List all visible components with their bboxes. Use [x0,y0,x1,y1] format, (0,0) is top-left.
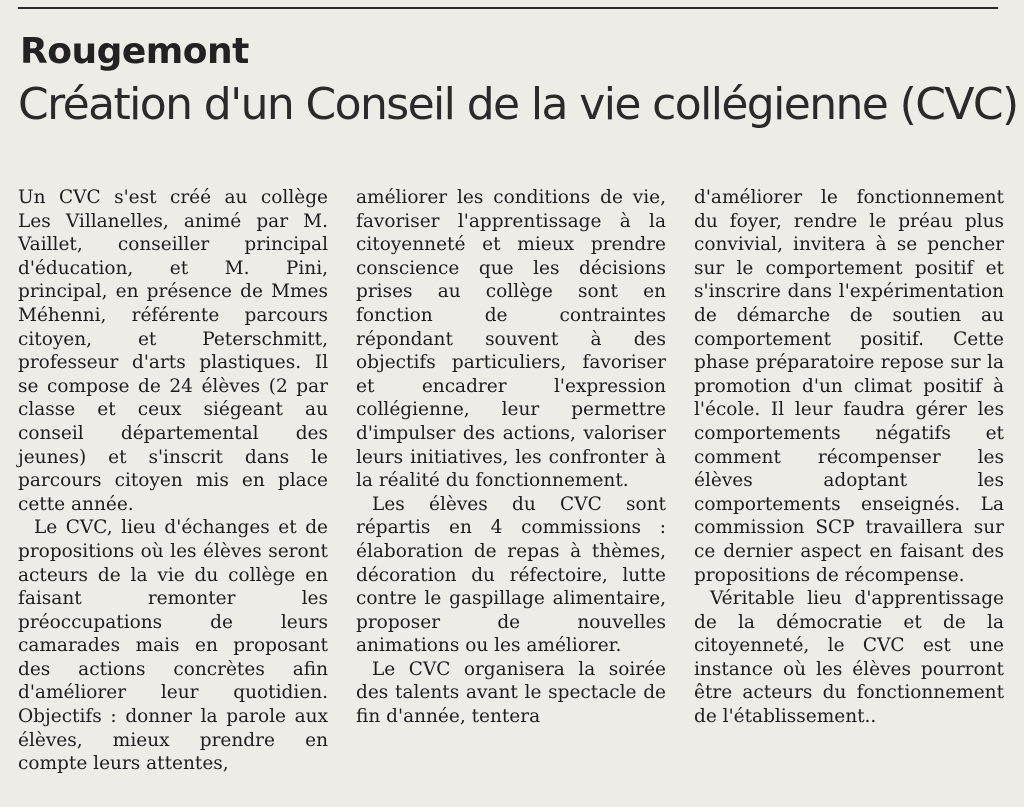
paragraph: Un CVC s'est créé au collège Les Villanelles, animé par M. Vaillet, conseiller principal d'éducation, et M. Pini, principal, en présence de Mmes Méhenni, référente parcours citoyen, et Peterschmitt, professeur d'arts plastiques. Il se compose de 24 élèves (2 par classe et ceux siégeant au conseil départemental des jeunes) et s'inscrit dans le parcours citoyen mis en place cette année. [18,187,328,515]
paragraph: améliorer les conditions de vie, favoriser l'apprentissage à la citoyenneté et mieux prendre conscience que les décisions prises au collège sont en fonction de contraintes répondant souvent à des objectifs particuliers, favoriser et encadrer l'expression collégienne, leur permettre d'impulser des actions, valoriser leurs initiatives, les confronter à la réalité du fonctionnement. [356,187,666,492]
article-kicker: Rougemont [20,31,249,72]
article-column-3 [694,186,1004,729]
article-headline: Création d'un Conseil de la vie collégienne (CVC) [18,79,1018,130]
top-rule [18,7,998,9]
paragraph: Le CVC, lieu d'échanges et de propositions où les élèves seront acteurs de la vie du collège en faisant remonter les préoccupations de leurs camarades mais en proposant des actions concrètes afin d'améliorer leur quotidien. Objectifs : donner la parole aux élèves, mieux prendre en compte leurs attentes, [18,517,328,775]
article-column-2 [356,186,666,729]
article-column-1 [18,186,328,776]
paragraph: Les élèves du CVC sont répartis en 4 commissions : élaboration de repas à thèmes, décoration du réfectoire, lutte contre le gaspillage alimentaire, proposer de nouvelles animations ou les améliorer. [356,493,666,657]
paragraph: Véritable lieu d'apprentissage de la démocratie et de la citoyenneté, le CVC est une instance où les élèves pourront être acteurs du fonctionnement de l'établissement.. [694,588,1004,728]
paragraph: d'améliorer le fonctionnement du foyer, rendre le préau plus convivial, invitera à se pencher sur le comportement positif et s'inscrire dans l'expérimentation de démarche de soutien au comportement positif. Cette phase préparatoire repose sur la promotion d'un climat positif à l'école. Il leur faudra gérer les comportements négatifs et comment récompenser les élèves adoptant les comportements enseignés. La commission SCP travaillera sur ce dernier aspect en faisant des propositions de récompense. [694,187,1004,586]
paragraph: Le CVC organisera la soirée des talents avant le spectacle de fin d'année, tentera [356,658,666,728]
